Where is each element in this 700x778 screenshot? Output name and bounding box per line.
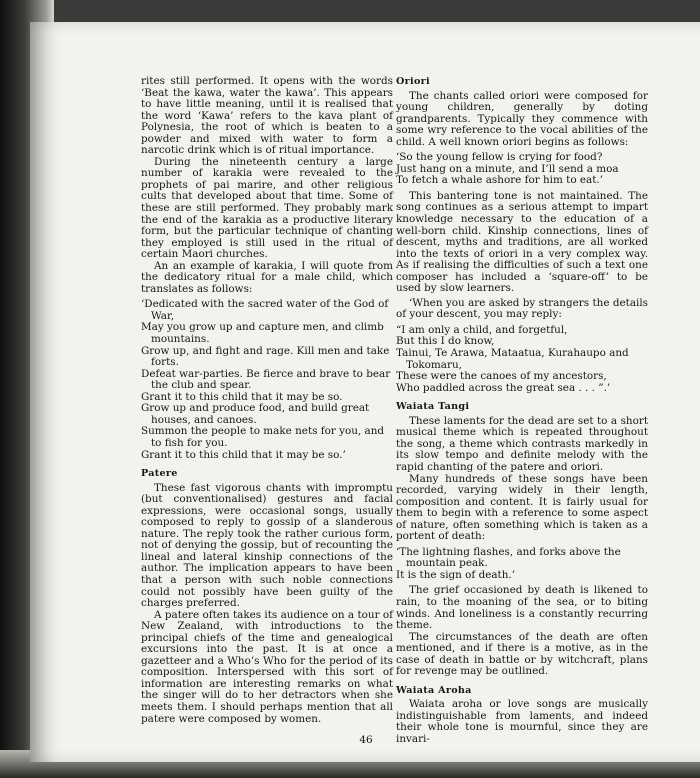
left-column — [141, 76, 393, 725]
paragraph: These fast vigorous chants with impromptu (but conventionalised) gestures and facial expressions, were occasional songs, usually composed to reply to gossip of a slanderous nature. The reply took the rather curious form, not of denying the gossip, but of recounting the lineal and lateral kinship connections of the author. The implication appears to have been that a person with such noble connections could not possibly have been guilty of the charges preferred. — [141, 481, 393, 610]
paragraph: During the nineteenth century a large number of karakia were revealed to the prophets of pai marire, and other religious cults that developed about that time. Some of these are still performed. They probably mark the end of the karakia as a productive literary form, but the particular technique of chanting they employed is still used in the ritual of certain Maori churches. — [141, 155, 393, 261]
verse-line: Just hang on a minute, and I’ll send a moa — [396, 162, 619, 175]
section-heading-waiata-tangi: Waiata Tangi — [396, 401, 470, 413]
verse-line: Grant it to this child that it may be so.’ — [141, 448, 346, 461]
oriori-verse — [396, 152, 648, 187]
verse-line: It is the sign of death.’ — [396, 568, 516, 581]
paragraph: The grief occasioned by death is likened to rain, to the moaning of the sea, or to biting winds. And loneliness is a constantly recurring theme. — [396, 584, 648, 632]
verse-line: These were the canoes of my ancestors, — [396, 370, 607, 383]
verse-line: ‘Dedicated with the sacred water of the God of War, — [141, 298, 389, 322]
verse-line: Tainui, Te Arawa, Mataatua, Kurahaupo and Tokomaru, — [396, 347, 629, 371]
verse-line: Grow up and produce food, and build great houses, and canoes. — [141, 402, 370, 426]
paragraph: The chants called oriori were composed for young children, generally by doting grandparents. Typically they commence with some wry reference to the vocal abilities of the child. A well known oriori begins as follows: — [396, 89, 648, 148]
paragraph: The circumstances of the death are often mentioned, and if there is a motive, as in the case of death in battle or by witchcraft, plans for revenge may be outlined. — [396, 630, 648, 678]
lament-verse — [396, 547, 648, 582]
verse-line: ‘So the young fellow is crying for food? — [396, 151, 603, 164]
paragraph: Many hundreds of these songs have been recorded, varying widely in their length, composition and content. It is fairly usual for them to begin with a reference to some aspect of nature, often something which is taken as a portent of death: — [396, 472, 648, 543]
verse-line: But this I do know, — [396, 335, 495, 348]
section-heading-patere: Patere — [141, 468, 178, 480]
paragraph: Waiata aroha or love songs are musically indistinguishable from laments, and indeed their whole tone is mournful, since they are invari- — [396, 698, 648, 745]
dedication-verse — [141, 299, 393, 461]
section-heading-oriori: Oriori — [396, 76, 430, 87]
verse-line: ‘The lightning flashes, and forks above the mountain peak. — [396, 545, 621, 570]
paragraph: An an example of karakia, I will quote from the dedicatory ritual for a male child, which translates as follows: — [141, 259, 393, 295]
verse-line: Grant it to this child that it may be so. — [141, 390, 343, 403]
paragraph: A patere often takes its audience on a tour of New Zealand, with introductions to the principal chiefs of the time and genealogical excursions into the past. It is at once a gazetteer and a Who’s Who for the period of its composition. Interspersed with this sort of information are interesting remarks on what the singer will do to her detractors when she meets them. I should perhaps mention that all patere were composed by women. — [141, 608, 393, 725]
verse-line: May you grow up and capture men, and climb mountains. — [141, 321, 384, 346]
verse-line: Defeat war-parties. Be fierce and brave to bear the club and spear. — [141, 367, 391, 392]
verse-line: To fetch a whale ashore for him to eat.’ — [396, 174, 604, 187]
verse-line: “I am only a child, and forgetful, — [396, 323, 568, 336]
paragraph: This bantering tone is not maintained. The song continues as a serious attempt to impart knowledge necessary to the education of a well-born child. Kinship connections, lines of descent, myths and traditions, are all worked into the texts of oriori in a very complex way. As if realising the difficulties of such a text one composer has included a ‘square-off’ to be used by slow learners. — [396, 189, 648, 295]
book-page — [30, 22, 700, 762]
verse-line: Summon the people to make nets for you, and to fish for you. — [141, 425, 385, 449]
paragraph: These laments for the dead are set to a short musical theme which is repeated throughout the song, a theme which contrasts markedly in its slow tempo and definite melody with the rapid chanting of the patere and oriori. — [396, 414, 648, 473]
paragraph: rites still performed. It opens with the words ‘Beat the kawa, water the kawa’. This appears to have little meaning, until it is realised that the word ‘Kawa’ refers to the kava plant of Polynesia, the root of which is beaten to a powder and mixed with water to form a narcotic drink which is of ritual importance. — [141, 75, 393, 157]
section-heading-waiata-aroha: Waiata Aroha — [396, 684, 472, 696]
descent-verse — [396, 325, 648, 394]
page-number: 46 — [359, 734, 373, 746]
paragraph: ‘When you are asked by strangers the details of your descent, you may reply: — [396, 296, 648, 321]
right-column — [396, 76, 648, 746]
verse-line: Who paddled across the great sea . . . ”.’ — [396, 381, 611, 394]
verse-line: Grow up, and fight and rage. Kill men and take forts. — [141, 344, 390, 369]
